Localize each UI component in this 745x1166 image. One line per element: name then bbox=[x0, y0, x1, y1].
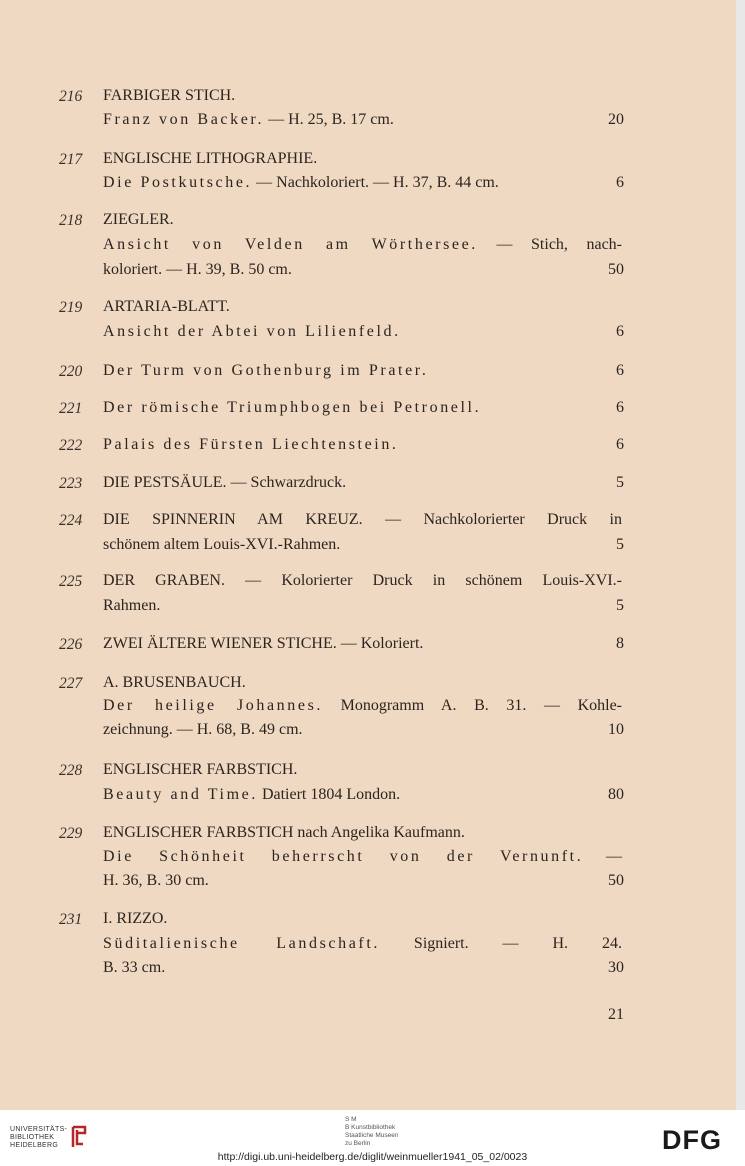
entry-description: Die Schönheit beherrscht von der Vernunft. — bbox=[103, 848, 622, 865]
entry-title: Der Turm von Gothenburg im Prater. bbox=[103, 362, 429, 379]
entry-price: 6 bbox=[616, 362, 624, 379]
entry-title: I. RIZZO. bbox=[103, 910, 168, 927]
entry-description: Der heilige Johannes. Monogramm A. B. 31. — Kohle- bbox=[103, 697, 623, 714]
entry-price: 8 bbox=[616, 635, 624, 652]
entry-number: 217 bbox=[59, 151, 83, 168]
footer-bar bbox=[0, 1110, 745, 1166]
entry-description: Beauty and Time. Datiert 1804 London. bbox=[103, 786, 401, 803]
entry-title: DIE PESTSÄULE. — Schwarzdruck. bbox=[103, 474, 347, 491]
entry-number: 219 bbox=[59, 299, 83, 316]
entry-title: FARBIGER STICH. bbox=[103, 87, 236, 104]
entry-price: 30 bbox=[608, 959, 624, 976]
entry-description: Die Postkutsche. — Nachkoloriert. — H. 37, B. 44 cm. bbox=[103, 174, 499, 191]
entry-number: 229 bbox=[59, 825, 83, 842]
entry-description: Rahmen. bbox=[103, 597, 161, 614]
entry-description: schönem altem Louis-XVI.-Rahmen. bbox=[103, 536, 341, 553]
entry-title: ARTARIA-BLATT. bbox=[103, 298, 230, 315]
scan-edge bbox=[736, 0, 745, 1110]
page-number: 21 bbox=[608, 1006, 624, 1023]
entry-number: 231 bbox=[59, 911, 83, 928]
entry-number: 224 bbox=[59, 512, 83, 529]
entry-title: ZWEI ÄLTERE WIENER STICHE. — Koloriert. bbox=[103, 635, 424, 652]
entry-number: 228 bbox=[59, 762, 83, 779]
entry-number: 223 bbox=[59, 475, 83, 492]
museum-stamp: S M B Kunstbibliothek Staatliche Museen zu Berlin bbox=[345, 1116, 399, 1147]
source-url[interactable]: http://digi.ub.uni-heidelberg.de/diglit/weinmueller1941_05_02/0023 bbox=[217, 1151, 528, 1163]
entry-number: 227 bbox=[59, 675, 83, 692]
entry-title: ENGLISCHER FARBSTICH nach Angelika Kaufmann. bbox=[103, 824, 465, 841]
entry-description: Süditalienische Landschaft. Signiert. — H. 24. bbox=[103, 935, 622, 952]
entry-number: 220 bbox=[59, 363, 83, 380]
entry-price: 50 bbox=[608, 872, 624, 889]
entry-title: DER GRABEN. — Kolorierter Druck in schönem Louis-XVI.- bbox=[103, 572, 622, 589]
entry-number: 225 bbox=[59, 573, 83, 590]
entry-title: ENGLISCHE LITHOGRAPHIE. bbox=[103, 150, 318, 167]
entry-title: Der römische Triumphbogen bei Petronell. bbox=[103, 399, 482, 416]
entry-price: 10 bbox=[608, 721, 624, 738]
entry-description-cont: H. 36, B. 30 cm. bbox=[103, 872, 209, 889]
entry-title: ZIEGLER. bbox=[103, 211, 174, 228]
entry-price: 6 bbox=[616, 323, 624, 340]
entry-number: 216 bbox=[59, 88, 83, 105]
entry-price: 5 bbox=[616, 474, 624, 491]
entry-description-cont: zeichnung. — H. 68, B. 49 cm. bbox=[103, 721, 303, 738]
entry-price: 6 bbox=[616, 399, 624, 416]
entry-number: 226 bbox=[59, 636, 83, 653]
entry-title: Palais des Fürsten Liechtenstein. bbox=[103, 436, 399, 453]
entry-number: 218 bbox=[59, 212, 83, 229]
entry-price: 5 bbox=[616, 536, 624, 553]
university-library-label: UNIVERSITÄTS- BIBLIOTHEK HEIDELBERG bbox=[10, 1126, 68, 1149]
entry-number: 222 bbox=[59, 437, 83, 454]
entry-price: 50 bbox=[608, 261, 624, 278]
entry-description: Ansicht der Abtei von Lilienfeld. bbox=[103, 323, 401, 340]
entry-number: 221 bbox=[59, 400, 83, 417]
dfg-logo: DFG bbox=[662, 1125, 722, 1155]
entry-price: 6 bbox=[616, 174, 624, 191]
entry-price: 5 bbox=[616, 597, 624, 614]
university-logo-icon bbox=[68, 1124, 90, 1150]
entry-title: DIE SPINNERIN AM KREUZ. — Nachkolorierter Druck in bbox=[103, 511, 622, 528]
entry-price: 80 bbox=[608, 786, 624, 803]
entry-title: A. BRUSENBAUCH. bbox=[103, 674, 246, 691]
entry-description-cont: B. 33 cm. bbox=[103, 959, 166, 976]
entry-price: 20 bbox=[608, 111, 624, 128]
entry-title: ENGLISCHER FARBSTICH. bbox=[103, 761, 298, 778]
entry-description: Ansicht von Velden am Wörthersee. — Stich, nach- bbox=[103, 236, 622, 253]
entry-description-cont: koloriert. — H. 39, B. 50 cm. bbox=[103, 261, 292, 278]
entry-description: Franz von Backer. — H. 25, B. 17 cm. bbox=[103, 111, 394, 128]
entry-price: 6 bbox=[616, 436, 624, 453]
